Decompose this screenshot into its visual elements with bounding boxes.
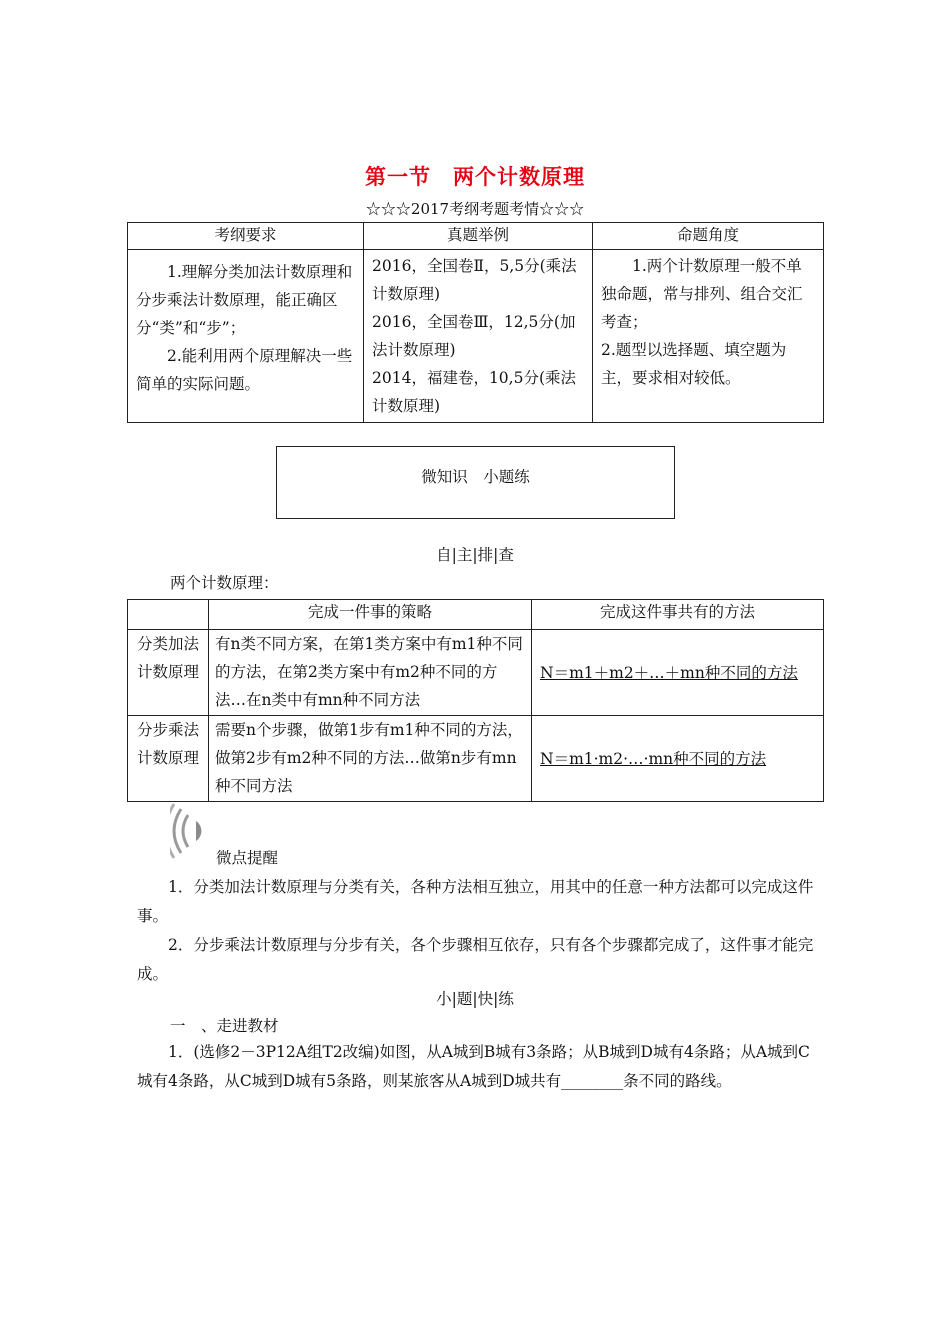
intro-text: 两个计数原理： xyxy=(170,574,279,592)
method-cell xyxy=(532,716,824,802)
tip-item: 1．分类加法计数原理与分类有关，各种方法相互独立，用其中的任意一种方法都可以完成这件事。 xyxy=(137,878,814,925)
method-cell xyxy=(532,630,824,716)
signal-icon xyxy=(170,803,214,859)
section-box xyxy=(276,446,675,519)
table-header: 真题举例 xyxy=(364,223,593,250)
table-header: 完成这件事共有的方法 xyxy=(532,600,824,630)
page-title: 第一节 两个计数原理 xyxy=(365,165,585,189)
row-label: 分步乘法计数原理 xyxy=(128,716,209,802)
requirements-cell xyxy=(128,250,364,423)
table-header: 考纲要求 xyxy=(128,223,364,250)
table-header: 完成一件事的策略 xyxy=(209,600,532,630)
requirement-item: 1.理解分类加法计数原理和分步乘法计数原理，能正确区分“类”和“步”； xyxy=(136,263,353,337)
example-item: 2016，全国卷Ⅱ，5,5分(乘法计数原理) xyxy=(372,257,577,303)
strategy-cell: 有n类不同方案，在第1类方案中有m1种不同的方法，在第2类方案中有m2种不同的方法…在n类中有mn种不同方法 xyxy=(209,630,532,716)
part-heading: 一 、走进教材 xyxy=(170,1017,279,1035)
row-label: 分类加法计数原理 xyxy=(128,630,209,716)
principles-table xyxy=(127,599,824,802)
requirement-item: 2.能利用两个原理解决一些简单的实际问题。 xyxy=(136,347,353,393)
box-heading: 微知识 小题练 xyxy=(421,468,530,486)
angles-cell xyxy=(593,250,824,423)
practice-heading: 小|题|快|练 xyxy=(436,990,514,1008)
exam-info-table xyxy=(127,222,824,423)
table-header: 命题角度 xyxy=(593,223,824,250)
formula-sum: N＝m1＋m2＋…＋mn种不同的方法 xyxy=(540,663,798,682)
angle-item: 1.两个计数原理一般不单独命题，常与排列、组合交汇考查； xyxy=(601,257,803,331)
tip-item: 2．分步乘法计数原理与分步有关，各个步骤相互依存，只有各个步骤都完成了，这件事才能完成。 xyxy=(137,936,814,983)
angle-item: 2.题型以选择题、填空题为主，要求相对较低。 xyxy=(601,341,787,387)
formula-product: N＝m1·m2·…·mn种不同的方法 xyxy=(540,749,767,768)
example-item: 2014，福建卷，10,5分(乘法计数原理) xyxy=(372,369,577,415)
example-item: 2016，全国卷Ⅲ，12,5分(加法计数原理) xyxy=(372,313,576,359)
self-check-heading: 自|主|排|查 xyxy=(436,546,514,564)
strategy-cell: 需要n个步骤，做第1步有m1种不同的方法，做第2步有m2种不同的方法…做第n步有mn种不同方法 xyxy=(209,716,532,802)
question-block xyxy=(137,1038,817,1096)
tips-list xyxy=(137,873,817,989)
table-header xyxy=(128,600,209,630)
examples-cell xyxy=(364,250,593,423)
question-1: 1．(选修2－3P12A组T2改编)如图，从A城到B城有3条路；从B城到D城有4条路；从A城到C城有4条路，从C城到D城有5条路，则某旅客从A城到D城共有________条不同的路线。 xyxy=(137,1043,810,1090)
tips-label: 微点提醒 xyxy=(216,849,279,867)
page-subtitle: ☆☆☆2017考纲考题考情☆☆☆ xyxy=(365,200,585,218)
